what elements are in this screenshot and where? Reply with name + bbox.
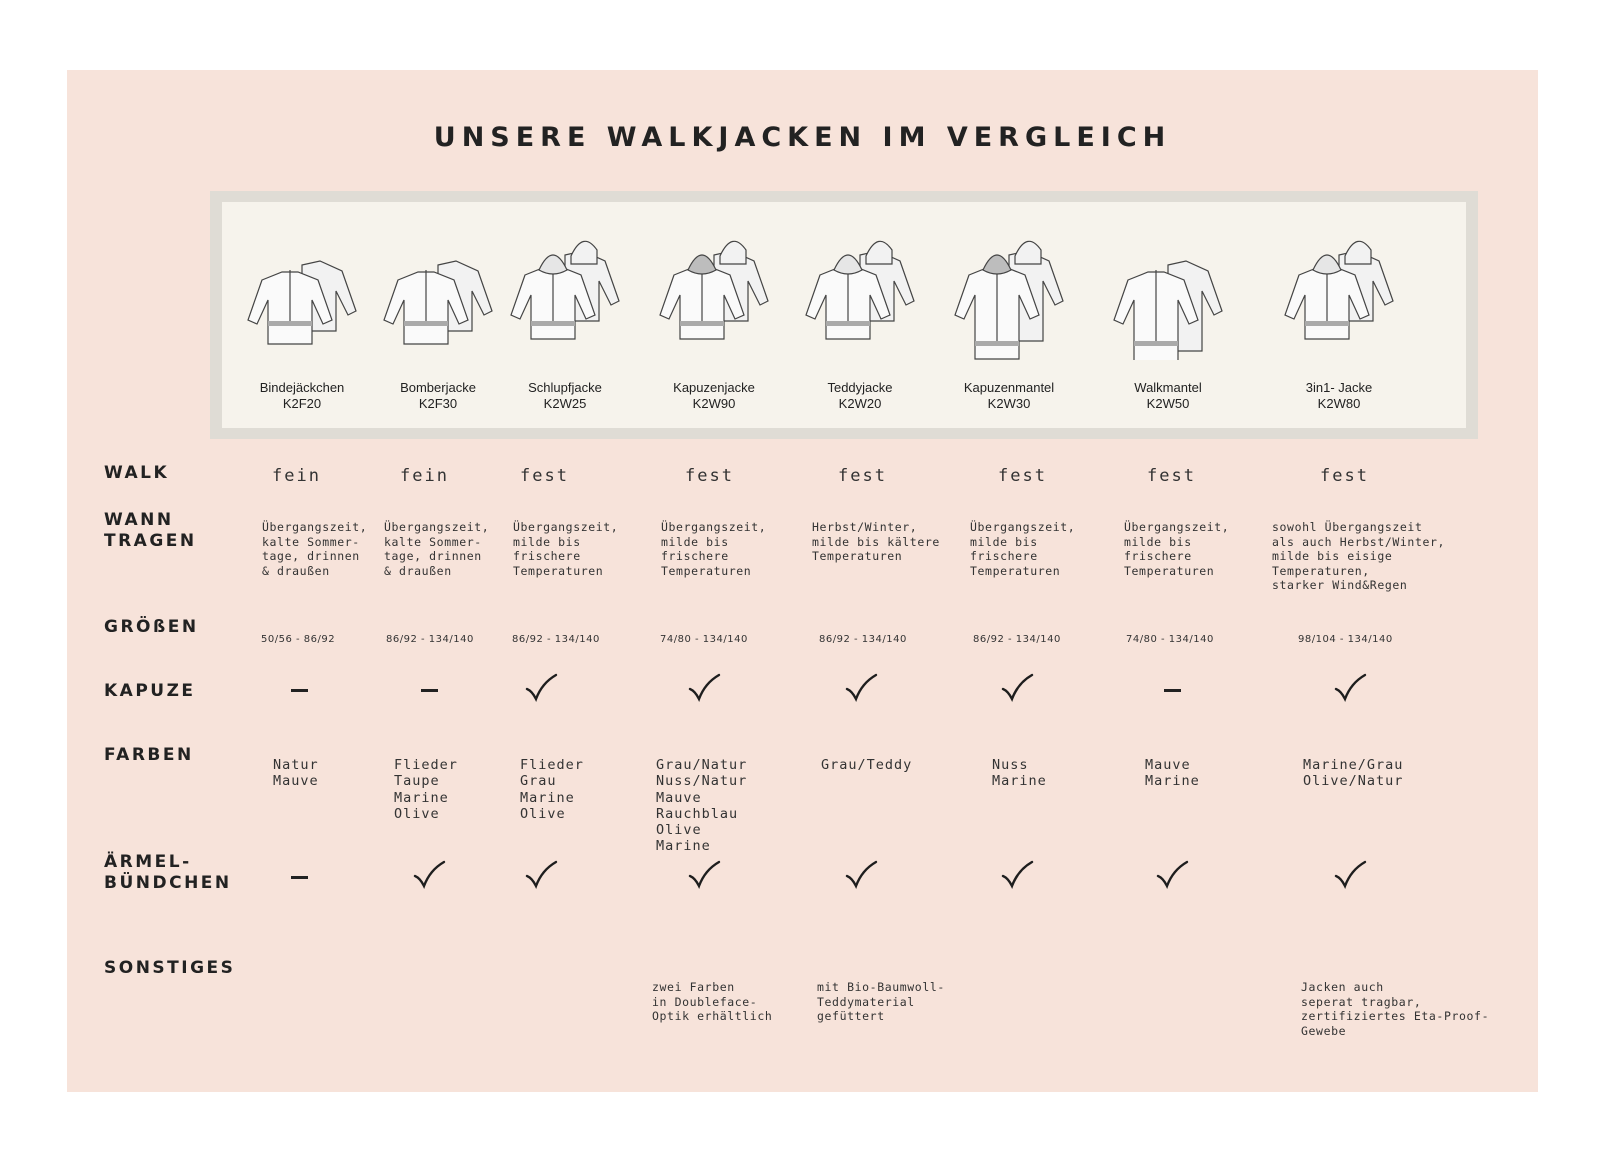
wann-tragen-value: Übergangszeit, milde bis frischere Temperaturen bbox=[661, 520, 767, 578]
wann-tragen-value: sowohl Übergangszeit als auch Herbst/Winter, milde bis eisige Temperaturen, starker Wind&Regen bbox=[1272, 520, 1446, 592]
jacket-model-code: K2F30 bbox=[418, 396, 458, 411]
farben-value: Nuss Marine bbox=[992, 757, 1047, 790]
not-available-dash-icon bbox=[291, 876, 308, 879]
walk-value: fest bbox=[1147, 466, 1196, 486]
jacket-column bbox=[227, 202, 377, 428]
jacket-name bbox=[934, 380, 1084, 412]
jacket-model-name: Kapuzenjacke bbox=[673, 380, 755, 395]
jacket-model-code: K2W30 bbox=[987, 396, 1031, 411]
farben-value: Flieder Taupe Marine Olive bbox=[394, 757, 458, 822]
not-available-dash-icon bbox=[421, 689, 438, 692]
jacket-column bbox=[490, 202, 640, 428]
jacket-name bbox=[1264, 380, 1414, 412]
jacket-model-code: K2W50 bbox=[1146, 396, 1190, 411]
jacket-illustration-area bbox=[222, 202, 1466, 428]
checkmark-icon bbox=[844, 673, 878, 703]
farben-value: Grau/Teddy bbox=[821, 757, 913, 773]
jacket-column bbox=[1093, 202, 1243, 428]
checkmark-icon bbox=[1000, 860, 1034, 890]
jacket-model-code: K2W20 bbox=[838, 396, 882, 411]
jacket-model-name: 3in1- Jacke bbox=[1305, 380, 1373, 395]
jacket-model-code: K2W25 bbox=[543, 396, 587, 411]
sonstiges-value: Jacken auch seperat tragbar, zertifiziertes Eta-Proof- Gewebe bbox=[1301, 980, 1490, 1038]
groessen-value: 86/92 - 134/140 bbox=[386, 634, 474, 645]
groessen-value: 74/80 - 134/140 bbox=[660, 634, 748, 645]
page-title: UNSERE WALKJACKEN IM VERGLEICH bbox=[433, 122, 1172, 153]
row-label-farben: FARBEN bbox=[104, 745, 194, 765]
farben-value: Grau/Natur Nuss/Natur Mauve Rauchblau Olive Marine bbox=[656, 757, 748, 855]
jacket-name bbox=[1093, 380, 1243, 412]
wann-tragen-value: Übergangszeit, milde bis frischere Temperaturen bbox=[1124, 520, 1230, 578]
farben-value: Natur Mauve bbox=[273, 757, 319, 790]
jacket-column bbox=[639, 202, 789, 428]
row-label-aermelbuendchen: ÄRMEL- BÜNDCHEN bbox=[104, 852, 232, 893]
jacket-name bbox=[785, 380, 935, 412]
row-label-groessen: GRÖßEN bbox=[104, 617, 199, 637]
checkmark-icon bbox=[1155, 860, 1189, 890]
not-available-dash-icon bbox=[1164, 689, 1181, 692]
groessen-value: 86/92 - 134/140 bbox=[512, 634, 600, 645]
jacket-model-code: K2F20 bbox=[282, 396, 322, 411]
jacket-illustration-panel bbox=[210, 191, 1478, 439]
checkmark-icon bbox=[524, 673, 558, 703]
checkmark-icon bbox=[687, 860, 721, 890]
jacket-model-name: Bindejäckchen bbox=[259, 380, 345, 395]
groessen-value: 50/56 - 86/92 bbox=[261, 634, 336, 645]
checkmark-icon bbox=[1000, 673, 1034, 703]
comparison-card bbox=[67, 70, 1538, 1092]
farben-value: Marine/Grau Olive/Natur bbox=[1303, 757, 1404, 790]
wann-tragen-value: Übergangszeit, milde bis frischere Temperaturen bbox=[513, 520, 619, 578]
jacket-name bbox=[227, 380, 377, 412]
jacket-name bbox=[639, 380, 789, 412]
row-label-kapuze: KAPUZE bbox=[104, 681, 196, 701]
not-available-dash-icon bbox=[291, 689, 308, 692]
checkmark-icon bbox=[687, 673, 721, 703]
row-label-sonstiges: SONSTIGES bbox=[104, 958, 236, 978]
groessen-value: 86/92 - 134/140 bbox=[973, 634, 1061, 645]
jacket-model-code: K2W90 bbox=[692, 396, 736, 411]
walk-value: fein bbox=[400, 466, 449, 486]
checkmark-icon bbox=[844, 860, 878, 890]
checkmark-icon bbox=[412, 860, 446, 890]
jacket-model-name: Kapuzenmantel bbox=[963, 380, 1055, 395]
walk-value: fest bbox=[998, 466, 1047, 486]
jacket-column bbox=[934, 202, 1084, 428]
groessen-value: 86/92 - 134/140 bbox=[819, 634, 907, 645]
wann-tragen-value: Herbst/Winter, milde bis kältere Temperaturen bbox=[812, 520, 940, 563]
wann-tragen-value: Übergangszeit, kalte Sommer- tage, drinnen & draußen bbox=[262, 520, 368, 578]
checkmark-icon bbox=[1333, 673, 1367, 703]
jacket-model-name: Bomberjacke bbox=[400, 380, 476, 395]
row-label-walk: WALK bbox=[104, 463, 170, 483]
jacket-column bbox=[1264, 202, 1414, 428]
jacket-model-name: Teddyjacke bbox=[827, 380, 893, 395]
jacket-column bbox=[785, 202, 935, 428]
farben-value: Flieder Grau Marine Olive bbox=[520, 757, 584, 822]
walk-value: fein bbox=[272, 466, 321, 486]
groessen-value: 74/80 - 134/140 bbox=[1126, 634, 1214, 645]
checkmark-icon bbox=[1333, 860, 1367, 890]
row-label-wann-tragen: WANN TRAGEN bbox=[104, 510, 197, 551]
groessen-value: 98/104 - 134/140 bbox=[1298, 634, 1393, 645]
walk-value: fest bbox=[520, 466, 569, 486]
walk-value: fest bbox=[685, 466, 734, 486]
walk-value: fest bbox=[1320, 466, 1369, 486]
checkmark-icon bbox=[524, 860, 558, 890]
jacket-model-name: Walkmantel bbox=[1134, 380, 1202, 395]
jacket-model-name: Schlupfjacke bbox=[528, 380, 602, 395]
wann-tragen-value: Übergangszeit, kalte Sommer- tage, drinnen & draußen bbox=[384, 520, 490, 578]
wann-tragen-value: Übergangszeit, milde bis frischere Temperaturen bbox=[970, 520, 1076, 578]
jacket-model-code: K2W80 bbox=[1317, 396, 1361, 411]
sonstiges-value: mit Bio-Baumwoll- Teddymaterial gefüttert bbox=[817, 980, 945, 1023]
walk-value: fest bbox=[838, 466, 887, 486]
sonstiges-value: zwei Farben in Doubleface- Optik erhältlich bbox=[652, 980, 773, 1023]
farben-value: Mauve Marine bbox=[1145, 757, 1200, 790]
jacket-name bbox=[490, 380, 640, 412]
